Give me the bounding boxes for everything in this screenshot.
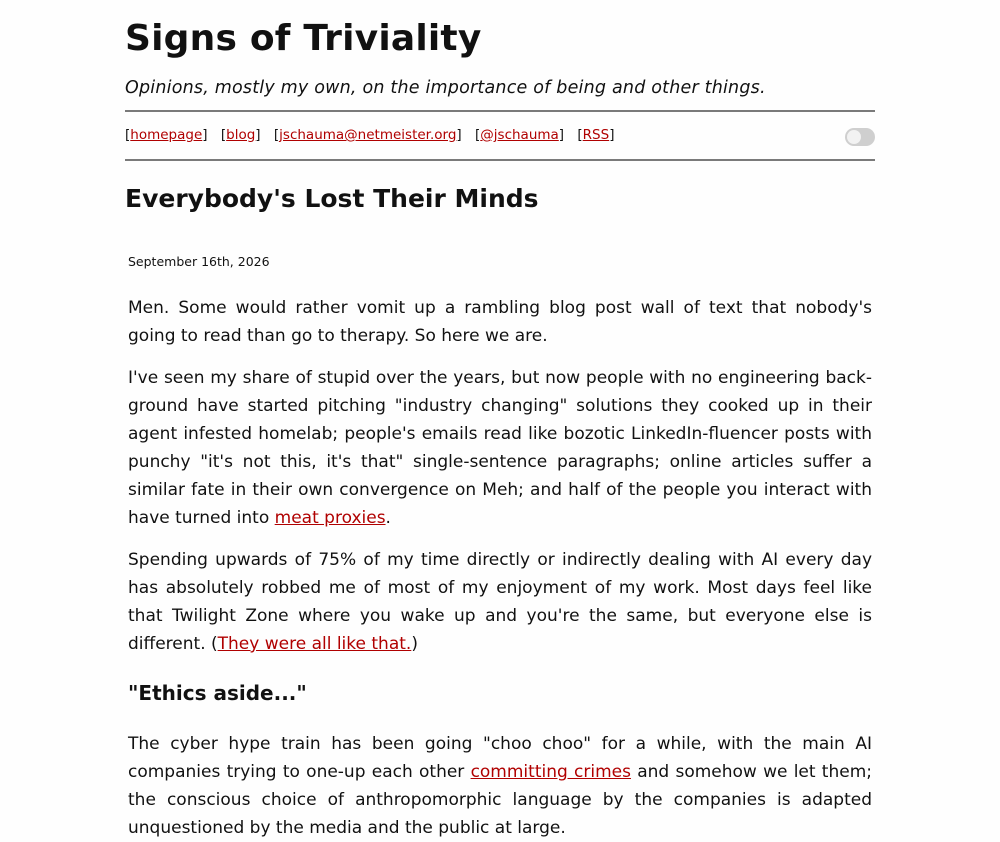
nav-item-social: [@jschauma] bbox=[475, 127, 565, 143]
paragraph-text: The cyber hype train has been going "choo choo" for a while, with the main AI companies trying to one-up each other bbox=[128, 734, 872, 782]
post-body bbox=[125, 294, 875, 842]
post-paragraph bbox=[128, 546, 872, 658]
post-title: Everybody's Lost Their Minds bbox=[125, 184, 539, 213]
nav-link-social[interactable]: @jschauma bbox=[480, 127, 559, 143]
nav-link-rss[interactable]: RSS bbox=[582, 127, 610, 143]
link-they-were-all-like-that[interactable]: They were all like that. bbox=[217, 634, 412, 654]
post-paragraph bbox=[128, 730, 872, 842]
header-divider-bottom bbox=[125, 159, 875, 161]
theme-toggle-knob bbox=[847, 130, 861, 144]
paragraph-text: I've seen my share of stupid over the years, but now people with no engineering background have started pitching "industry changing" solutions they cooked up in their agent infested homelab; people's emails read like bozotic LinkedIn-fluencer posts with punchy "it's not this, it's that" single-sentence paragraphs; online articles suffer a similar fate in their own convergence on Meh; and half of the people you interact with have turned into bbox=[128, 368, 872, 528]
nav-item-rss: [RSS] bbox=[577, 127, 615, 143]
paragraph-text: ) bbox=[411, 634, 418, 654]
theme-toggle[interactable] bbox=[845, 128, 875, 146]
nav-link-blog[interactable]: blog bbox=[226, 127, 256, 143]
nav-link-email[interactable]: jschauma@netmeister.org bbox=[279, 127, 457, 143]
section-heading: "Ethics aside..." bbox=[128, 681, 307, 705]
post-paragraph: Men. Some would rather vomit up a rambling blog post wall of text that nobody's going to read than go to therapy. So here we are. bbox=[128, 298, 872, 346]
nav-item-homepage: [homepage] bbox=[125, 127, 208, 143]
nav-item-blog: [blog] bbox=[220, 127, 261, 143]
post-paragraph bbox=[128, 364, 872, 532]
page bbox=[125, 0, 875, 842]
paragraph-text: and somehow we let them; the conscious choice of anthropomorphic language by the companies is adapted unquestioned by the media and the public at large. bbox=[128, 762, 872, 838]
site-nav bbox=[125, 112, 875, 159]
nav-item-email: [jschauma@netmeister.org] bbox=[273, 127, 462, 143]
site-title: Signs of Triviality bbox=[125, 18, 482, 59]
paragraph-text: Spending upwards of 75% of my time directly or indirectly dealing with AI every day has absolutely robbed me of most of my enjoyment of my work. Most days feel like that Twilight Zone where you wake up and you're the same, but everyone else is different. ( bbox=[128, 550, 872, 654]
post-date: September 16th, 2026 bbox=[128, 254, 270, 269]
nav-link-homepage[interactable]: homepage bbox=[130, 127, 203, 143]
link-meat-proxies[interactable]: meat proxies bbox=[274, 508, 386, 528]
paragraph-text: . bbox=[385, 508, 391, 528]
site-tagline: Opinions, mostly my own, on the importance of being and other things. bbox=[125, 78, 766, 98]
link-committing-crimes[interactable]: committing crimes bbox=[470, 762, 631, 782]
